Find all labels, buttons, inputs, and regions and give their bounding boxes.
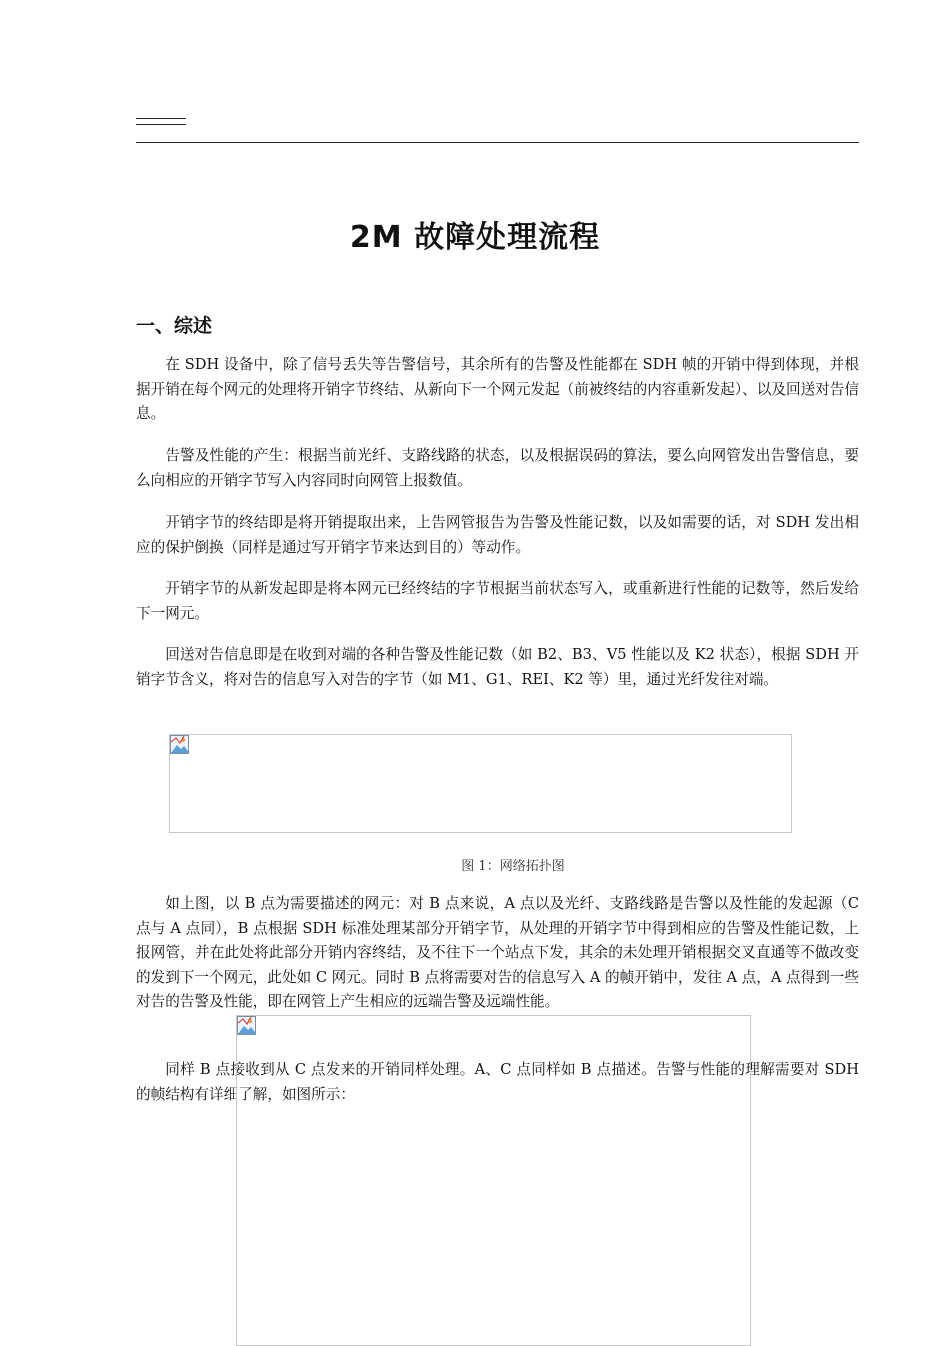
paragraph-5: 回送对告信息即是在收到对端的各种告警及性能记数（如 B2、B3、V5 性能以及 K2 状态），根据 SDH 开销字节含义，将对告的信息写入对告的字节（如 M1、G1、REI、K2 等）里，通过光纤发往对端。 (136, 646, 859, 688)
paragraph-7: 同样 B 点接收到从 C 点发来的开销同样处理。A、C 点同样如 B 点描述。告警与性能的理解需要对 SDH 的帧结构有详细了解，如图所示： (136, 1061, 859, 1103)
broken-image-icon (170, 735, 189, 754)
figure-1-image (169, 734, 792, 833)
figure-1-caption: 图 1：网络拓扑图 (461, 859, 565, 874)
paragraph-4: 开销字节的从新发起即是将本网元已经终结的字节根据当前状态写入，或重新进行性能的记数等，然后发给下一网元。 (136, 580, 859, 622)
document-title: 2M 故障处理流程 (349, 220, 601, 255)
paragraph-6: 如上图，以 B 点为需要描述的网元：对 B 点来说，A 点以及光纤、支路线路是告警以及性能的发起源（C 点与 A 点同），B 点根据 SDH 标准处理某部分开销字节，从处理的开销字节中得到相应的告警及性能记数，上报网管，并在此处将此部分开销内容终结，及不往下一个站点下发，其余的未处理开销根据交叉直通等不做改变的发到下一个网元，此处如 C 网元。同时 B 点将需要对告的信息写入 A 的帧开销中，发往 A 点，A 点得到一些对告的告警及性能，即在网管上产生相应的远端告警及远端性能。 (136, 895, 859, 1010)
header-rule (136, 142, 859, 143)
paragraph-2: 告警及性能的产生：根据当前光纤、支路线路的状态，以及根据误码的算法，要么向网管发出告警信息，要么向相应的开销字节写入内容同时向网管上报数值。 (136, 447, 859, 489)
section-heading: 一、综述 (136, 315, 213, 337)
broken-image-icon (237, 1016, 256, 1035)
paragraph-3: 开销字节的终结即是将开销提取出来，上告网管报告为告警及性能记数，以及如需要的话，对 SDH 发出相应的保护倒换（同样是通过写开销字节来达到目的）等动作。 (136, 514, 859, 556)
header-mark (136, 118, 186, 125)
paragraph-1: 在 SDH 设备中，除了信号丢失等告警信号，其余所有的告警及性能都在 SDH 帧的开销中得到体现，并根据开销在每个网元的处理将开销字节终结、从新向下一个网元发起（前被终结的内容重新发起）、以及回送对告信息。 (136, 356, 859, 422)
figure-2-image (236, 1015, 751, 1346)
